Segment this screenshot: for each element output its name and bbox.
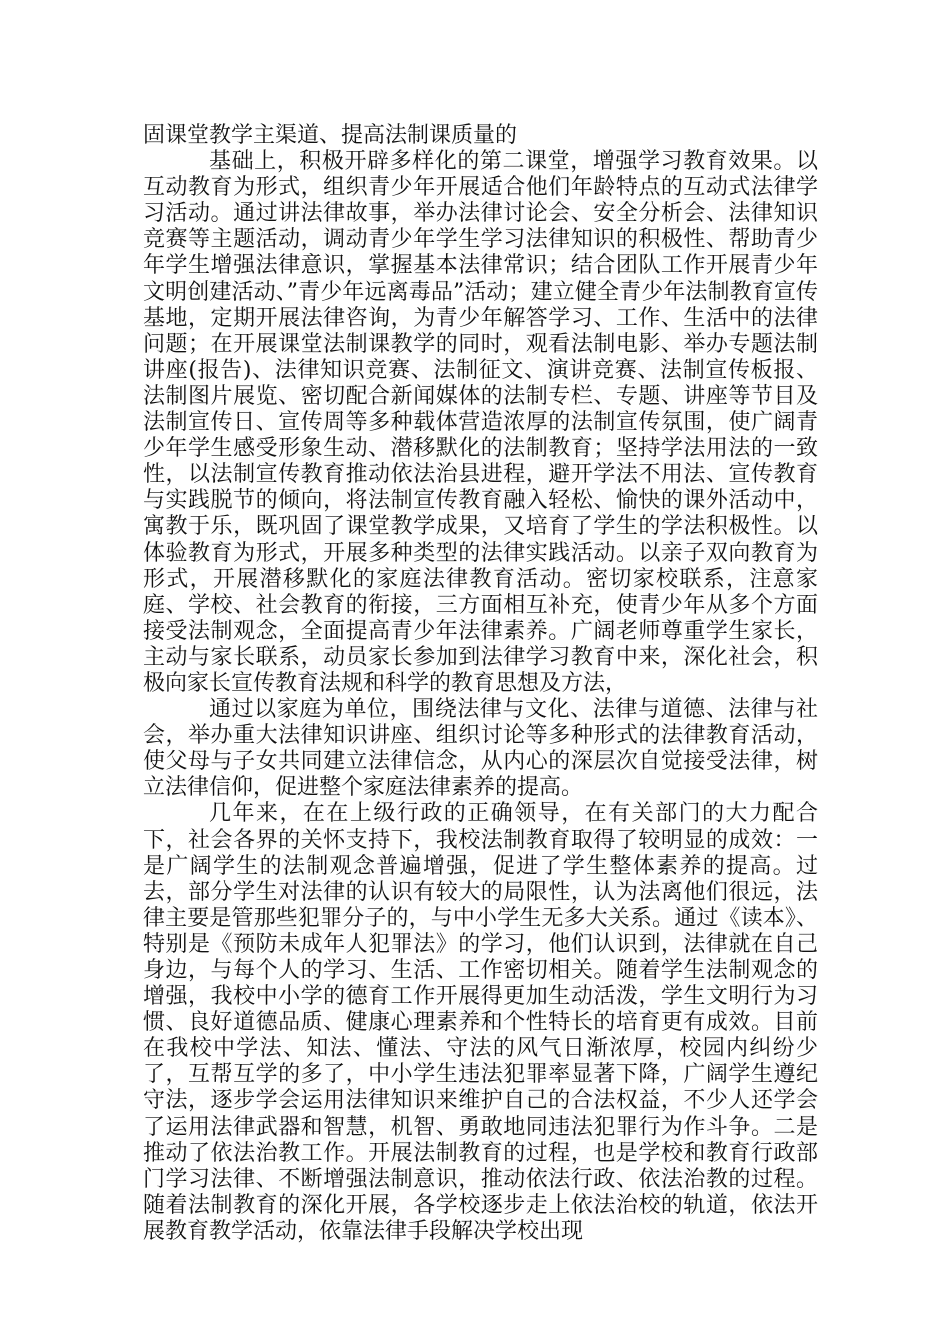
paragraph-1: 固课堂教学主渠道、提高法制课质量的 [143, 123, 518, 148]
paragraph-3: 通过以家庭为单位，围绕法律与文化、法律与道德、法律与社会，举办重大法律知识讲座、组织讨论等多种形式的法律教育活动，使父母与子女共同建立法律信念，从内心的深层次自觉接受法律，树立法律信仰，促进整个家庭法律素养的提高。 [143, 697, 818, 801]
document-body [143, 123, 818, 1245]
paragraph-4: 几年来，在在上级行政的正确领导，在有关部门的大力配合下，社会各界的关怀支持下，我校法制教育取得了较明显的成效：一是广阔学生的法制观念普遍增强，促进了学生整体素养的提高。过去，部分学生对法律的认识有较大的局限性，认为法离他们很远，法律主要是管那些犯罪分子的，与中小学生无多大关系。通过《读本》、特别是《预防未成年人犯罪法》的学习，他们认识到，法律就在自己身边，与每个人的学习、生活、工作密切相关。随着学生法制观念的增强，我校中小学的德育工作开展得更加生动活泼，学生文明行为习惯、良好道德品质、健康心理素养和个性特长的培育更有成效。目前在我校中学法、知法、懂法、守法的风气日渐浓厚，校园内纠纷少了，互帮互学的多了，中小学生违法犯罪率显著下降，广阔学生遵纪守法，逐步学会运用法律知识来维护自己的合法权益，不少人还学会了运用法律武器和智慧，机智、勇敢地同违法犯罪行为作斗争。二是推动了依法治教工作。开展法制教育的过程，也是学校和教育行政部门学习法律、不断增强法制意识，推动依法行政、依法治教的过程。随着法制教育的深化开展，各学校逐步走上依法治校的轨道，依法开展教育教学活动，依靠法律手段解决学校出现 [143, 801, 818, 1244]
paragraph-2: 基础上，积极开辟多样化的第二课堂，增强学习教育效果。以互动教育为形式，组织青少年开展适合他们年龄特点的互动式法律学习活动。通过讲法律故事，举办法律讨论会、安全分析会、法律知识竞赛等主题活动，调动青少年学生学习法律知识的积极性、帮助青少年学生增强法律意识，掌握基本法律常识；结合团队工作开展青少年文明创建活动、”青少年远离毒品”活动；建立健全青少年法制教育宣传基地，定期开展法律咨询，为青少年解答学习、工作、生活中的法律问题；在开展课堂法制课教学的同时，观看法制电影、举办专题法制讲座(报告)、法律知识竞赛、法制征文、演讲竞赛、法制宣传板报、法制图片展览、密切配合新闻媒体的法制专栏、专题、讲座等节目及法制宣传日、宣传周等多种载体营造浓厚的法制宣传氛围，使广阔青少年学生感受形象生动、潜移默化的法制教育；坚持学法用法的一致性，以法制宣传教育推动依法治县进程，避开学法不用法、宣传教育与实践脱节的倾向，将法制宣传教育融入轻松、愉快的课外活动中，寓教于乐，既巩固了课堂教学成果，又培育了学生的学法积极性。以体验教育为形式，开展多种类型的法律实践活动。以亲子双向教育为形式，开展潜移默化的家庭法律教育活动。密切家校联系，注意家庭、学校、社会教育的衔接，三方面相互补充，使青少年从多个方面接受法制观念，全面提高青少年法律素养。广阔老师尊重学生家长，主动与家长联系，动员家长参加到法律学习教育中来，深化社会，积极向家长宣传教育法规和科学的教育思想及方法， [143, 149, 818, 696]
